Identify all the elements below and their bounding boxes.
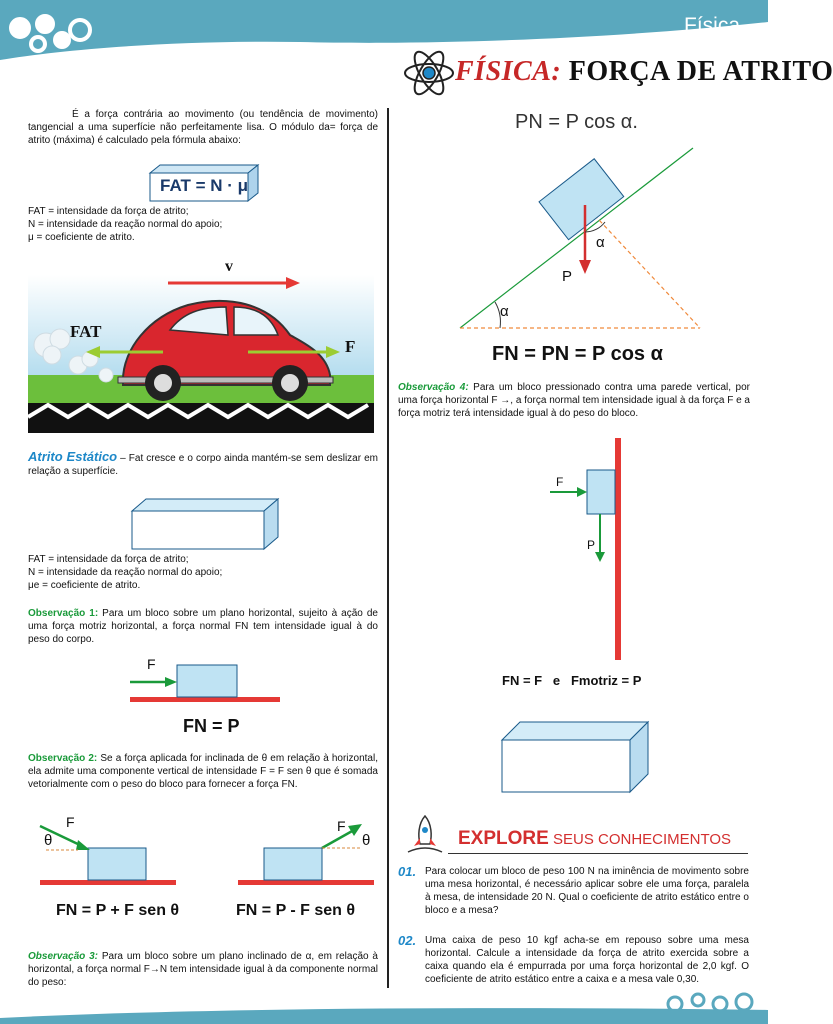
- observation-3: [28, 950, 378, 989]
- page-title: [455, 56, 833, 88]
- friction-formula: FAT = N · μ: [160, 176, 249, 195]
- obs1-force-label: F: [147, 656, 156, 672]
- question-2-text: Uma caixa de peso 10 kgf acha-se em repouso sobre uma mesa horizontal. Calcule a intensidade da força de atrito exercida sobre a caixa quando ela é empurrada por uma força horizontal de 2,0 kgf. O coeficiente de atrito estático entre a caixa e a mesa vale 0,30.: [425, 935, 749, 985]
- column-divider: [387, 108, 389, 988]
- obs4-force-label: F: [556, 475, 564, 489]
- block-3d: [130, 497, 280, 551]
- inclined-plane-diagram: [455, 140, 705, 340]
- definition-fat: FAT = intensidade da força de atrito;: [28, 206, 189, 217]
- static-definition-fat: FAT = intensidade da força de atrito;: [28, 554, 189, 565]
- atom-icon: [402, 50, 456, 96]
- observation-3-text: Para um bloco sobre um plano inclinado de α, em relação à horizontal, a força normal F→N tem intensidade igual à da componente normal do peso:: [28, 951, 378, 988]
- inclined-force-diagram-a: [38, 812, 178, 892]
- incline-alpha-base: α: [500, 303, 509, 320]
- observation-4-label: Observação 4:: [398, 382, 469, 393]
- rocket-icon: [404, 814, 446, 858]
- observation-4-text: Para um bloco pressionado contra uma parede vertical, por uma força horizontal F →, a força normal tem intensidade igual à da força F e a força motriz terá intensidade igual à do peso do bloco.: [398, 382, 750, 419]
- observation-1-text: Para um bloco sobre um plano horizontal, sujeito à ação de uma força motriz horizontal, a força normal FN tem intensidade igual à do peso do corpo.: [28, 608, 378, 645]
- question-1-text: Para colocar um bloco de peso 100 N na iminência de movimento sobre uma mesa horizontal, é necessário aplicar sobre ele uma força, paralela à mesa, de intensidade 20 N. Qual o coeficiente de atrito estático entre o bloco e a mesa?: [425, 866, 749, 916]
- title-main: FORÇA DE ATRITO: [568, 56, 833, 87]
- static-friction-text: – Fat cresce e o corpo ainda mantém-se sem deslizar em relação a superfície.: [28, 453, 379, 477]
- observation-1-label: Observação 1:: [28, 608, 99, 619]
- applied-force-label: F: [345, 337, 356, 356]
- question-2-number: 02.: [398, 933, 417, 948]
- obs2-force-a: F: [66, 814, 75, 830]
- header-banner: [0, 0, 768, 60]
- observation-2: [28, 752, 378, 791]
- static-definition-mu: μe = coeficiente de atrito.: [28, 580, 141, 591]
- footer-banner: [0, 990, 768, 1024]
- incline-weight-label: P: [562, 268, 573, 285]
- obs2-formula-b: FN = P - F sen θ: [236, 902, 356, 919]
- explore-underline: [448, 853, 748, 854]
- static-friction-heading: Atrito Estático: [28, 449, 118, 464]
- observation-1: [28, 607, 378, 646]
- car-illustration: [28, 255, 374, 433]
- static-friction-paragraph: [28, 450, 378, 478]
- velocity-label: v: [225, 258, 233, 275]
- observation-2-text: Se a força aplicada for inclinada de θ em relação à horizontal, ela admite uma componente vertical de intensidade F = F sen θ que é somada vetorialmente com o peso do bloco para fornecer a força FN.: [28, 753, 378, 790]
- definition-n: N = intensidade da reação normal do apoio;: [28, 219, 223, 230]
- question-1-number: 01.: [398, 864, 417, 879]
- explore-rest: SEUS CONHECIMENTOS: [548, 831, 732, 848]
- observation-2-label: Observação 2:: [28, 753, 98, 764]
- obs4-formula: FN = F e Fmotriz = P: [502, 673, 642, 688]
- block-3d-right: [500, 720, 650, 794]
- incline-formula: FN = PN = P cos α: [492, 343, 663, 365]
- obs2-formula-a: FN = P + F sen θ: [56, 902, 180, 919]
- observation-3-label: Observação 3:: [28, 951, 99, 962]
- obs4-weight-label: P: [587, 538, 596, 552]
- obs2-theta-b: θ: [362, 832, 371, 849]
- intro-paragraph: É a força contrária ao movimento (ou tendência de movimento) tangencial a uma superfície não perfeitamente lisa. O módulo da= força de atrito (máxima) é calculado pela fórmula abaixo:: [28, 109, 378, 146]
- obs2-theta-a: θ: [44, 832, 53, 849]
- static-definition-n: N = intensidade da reação normal do apoio;: [28, 567, 223, 578]
- brand-label: Física: [684, 14, 741, 37]
- friction-force-label: FAT: [70, 322, 102, 341]
- explore-bold: EXPLORE: [458, 828, 549, 849]
- obs2-force-b: F: [337, 818, 346, 834]
- inclined-force-diagram-b: [236, 812, 376, 892]
- incline-alpha-block: α: [596, 234, 605, 251]
- explore-heading: [458, 828, 731, 850]
- obs1-formula: FN = P: [183, 716, 240, 736]
- observation-4: [398, 381, 750, 420]
- normal-component-formula: PN = P cos α.: [515, 111, 638, 133]
- definition-mu: μ = coeficiente de atrito.: [28, 232, 135, 243]
- title-prefix: FÍSICA:: [455, 56, 562, 87]
